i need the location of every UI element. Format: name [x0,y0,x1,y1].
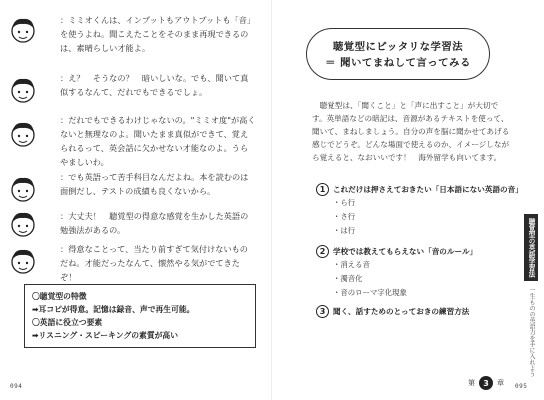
chapter-prefix: 第 [468,379,475,387]
page-number-left: 094 [10,383,23,390]
list-item: ・は行 [333,226,356,235]
chapter-number: 3 [479,376,493,390]
boy-face-icon [8,246,38,276]
summary-line: 〇聴覚型の特徴 [32,292,87,301]
boy-face-icon [8,174,38,204]
section-1 [316,183,523,238]
boy-face-icon [8,15,38,45]
list-item: ・ら行 [333,198,356,207]
speech-text: ：でも英語って苦手科目なんだよね。本を読むのは面倒だし、テストの成績も良くないから。 [60,172,249,196]
list-item: ・濁音化 [333,274,363,283]
side-tab-label: 聴覚型の英語学習法 [524,214,538,281]
chapter-side-tab [524,214,540,377]
section-heading [316,183,523,196]
right-page [272,0,544,400]
page-number-right: 095 [515,383,528,390]
list-item: ・消える音 [333,260,370,269]
section-heading [316,245,477,258]
speech-text: ：得意なことって、当たり前すぎて気付けないものだね。才能だったなんて、懐然やる気がでてきたぞ！ [60,244,248,282]
list-item: ・音のローマ字化現象 [333,288,407,297]
speech-text: ：ミミオくんは、インプットもアウトプットも「音」を使うよね。聞こえたことをそのまま再現できるのは、素晴らしい才能よ。 [60,15,256,53]
boy-face-icon [8,119,38,149]
speech-text: ：え？ そうなの？ 暗いしいな。でも、聞いて真似するなんて、だれでもできるでしょ。 [60,73,249,97]
side-tab-subtitle: 一生ものの英語力を手に入れよう [528,287,535,378]
boy-face-icon [8,209,38,239]
title-line-2: ＝ 聞いてまねして言ってみる [325,57,471,69]
speech-text: ：大丈夫！ 聴覚型の得意な感覚を生かした英語の勉強法があるの。 [60,211,249,235]
speech-text: ：だれでもできるわけじゃないの。"ミミオ度"が高くないと無理なのよ。聞いたまま真似ができて、覚えられるって、英会話に欠かせない才能なのよ。うらやましいわ。 [60,115,256,167]
summary-line: ➡リスニング・スピーキングの素質が高い [32,331,179,340]
chapter-marker [468,376,504,390]
number-circle: 3 [316,305,329,318]
number-circle: 1 [316,183,329,196]
number-circle: 2 [316,245,329,258]
intro-paragraph: 聴覚型は、「聞くこと」と「声に出すこと」が大切です。英単語などの暗記は、音源があるテキストを使って、聞いて、まねしましょう。自分の声を脳に聞かせてあげる感じでどうぞ。どんな場面で使えるのか、イメージしながら覚えると、なおいいです！ 海外留学も向いてます。 [312,101,510,162]
summary-line: ➡耳コピが得意。記憶は録音、声で再生可能。 [32,305,195,314]
title-box [306,28,490,80]
list-item: ・さ行 [333,212,356,221]
section-items [333,196,523,238]
summary-box [24,284,256,348]
title-line-1: 聴覚型にピッタリな学習法 [332,41,464,53]
section-title: これだけは押さえておきたい「日本語にない英語の音」 [333,185,523,194]
section-items [333,258,477,300]
section-2 [316,245,477,300]
summary-line: 〇英語に役立つ要素 [32,318,103,327]
chapter-suffix: 章 [497,379,504,387]
section-3 [316,305,469,318]
boy-face-icon [8,75,38,105]
section-title: 聞く、話すためのとっておきの練習方法 [333,307,470,316]
section-heading [316,305,469,318]
section-title: 学校では教えてもらえない「音のルール」 [333,247,478,256]
